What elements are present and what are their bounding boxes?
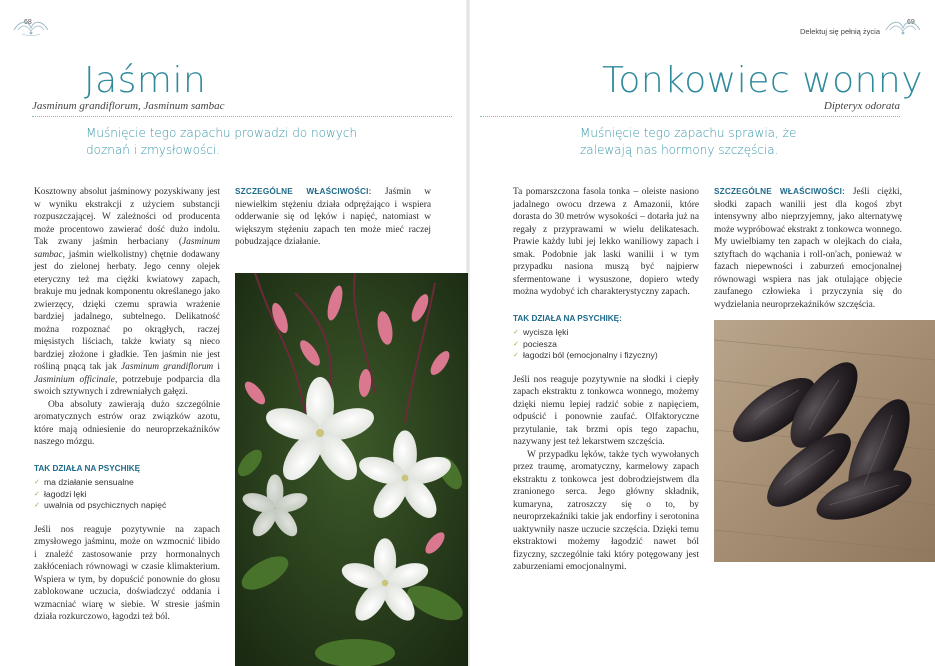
list-item: ✓ pociesza: [513, 339, 699, 351]
latin-name-tonka: Dipteryx odorata: [823, 100, 900, 112]
lead-text-jasmine: Muśnięcie tego zapachu prowadzi do nowych doznań i zmysłowości.: [86, 126, 358, 157]
page-number-right: 69: [907, 19, 915, 26]
list-item: ✓ wycisza lęki: [513, 327, 699, 339]
jasmine-flower-photo: [235, 273, 468, 666]
psyche-header: TAK DZIAŁA NA PSYCHIKĘ: [34, 463, 141, 473]
psyche-list: [34, 477, 220, 512]
lead-text-tonka: Muśnięcie tego zapachu sprawia, że zalewają nas hormony szczęścia.: [580, 126, 797, 157]
keyword-label: SZCZEGÓLNE WŁAŚCIWOŚCI:: [714, 187, 846, 196]
column-left-1: [34, 186, 220, 624]
dotted-divider: [480, 116, 900, 117]
running-head: Delektuj się pełnią życia: [799, 27, 880, 36]
psyche-list: [513, 327, 699, 362]
list-item: ✓ uwalnia od psychicznych napięć: [34, 500, 220, 512]
paragraph: Jeśli nos reaguje pozytywnie na słodki i ciepły zapach ekstraktu z tonkowca wonnego, możemy dzięki niemu lepiej radzić sobie z napięciem, odpuścić i ponownie zaufać. Olfaktoryczne przytulanie, tak brzmi opis tego zapachu, nazywany jest też lekarstwem szczęścia.: [513, 374, 699, 447]
paragraph: Jeśli nos reaguje pozytywnie na zapach zmysłowego jaśminu, może on wzmocnić libido i znaleźć zastosowanie przy hormonalnych zakłóceniach równowagi w czasie klimakterium. Wspiera w tym, by dopuścić ponownie do głosu zablokowane uczucia, doświadczyć oddania i wzmacniać wiarę w siebie. W stresie jaśmin działa rozkurczowo, łagodzi też ból.: [34, 524, 220, 622]
keyword-label: SZCZEGÓLNE WŁAŚCIWOŚCI:: [235, 187, 372, 196]
ornament-icon: [884, 18, 922, 38]
psyche-header: TAK DZIAŁA NA PSYCHIKĘ:: [513, 313, 622, 323]
paragraph: Oba absoluty zawierają dużo szczególnie aromatycznych estrów oraz związków azotu, które mają odniesienie do neuroprzekaźników naszego mózgu.: [34, 399, 220, 447]
column-left-2: [235, 186, 431, 249]
paragraph: Ta pomarszczona fasola tonka – oleiste nasiono jadalnego owocu drzewa z Amazonii, które dorasta do 30 metrów wysokości – dotarła już na regały z przyprawami w wielu delikatesach. Prawie każdy lubi jej lekko waniliowy zapach i smak. Podobnie jak laski wanilii i w tym przypadku nasiona muszą być najpierw sfermentowane i wysuszone, dopiero wtedy można wydobyć ich charakterystyczny zapach.: [513, 187, 699, 297]
page-number-left: 68: [24, 19, 32, 26]
page-title-jasmine: Jaśmin: [84, 60, 207, 101]
tonka-beans-photo: [714, 320, 935, 562]
column-right-2: [714, 186, 902, 311]
page-title-tonka: Tonkowiec wonny: [602, 60, 924, 101]
paragraph: Kosztowny absolut jaśminowy pozyskiwany jest w wyniku ekstrakcji z użyciem substancji rozpuszczającej. W zależności od producenta może procentowo zawierać dość dużo indolu. Tak zwany jaśmin herbaciany (Jasminum sambac, jaśmin wielkolistny) chętnie dodawany jest do zielonej herbaty. Jego cenny olejek eteryczny też ma ciężki kwiatowy zapach, brakuje mu jednak komponentu określanego jako zwierzęcy, dzięki czemu sprawia wrażenie bardziej jadalnego, subtelnego. Delikatność można rozpoznać po okrągłych, raczej mięsistych liściach, także kwiaty są nieco bardziej złożone i gładkie. Ten jaśmin nie jest rośliną pnącą tak jak Jasminum grandiflorum i Jasminium officinale, potrzebuje podparcia dla swoich sztywnych i zdrewniałych gałęzi.: [34, 187, 221, 397]
paragraph: W przypadku lęków, także tych wywołanych przez traumę, aromatyczny, karmelowy zapach ekstraktu z tonkowca jest dobrodziejstwem dla zranionego serca. Jego główny składnik, kumaryna, zatroszczy się o to, by neuroprzekaźniki takie jak endorfiny i serotonina uaktywniły nasze uczucie szczęścia. Dzięki temu ekstraktowi możemy łagodzić nawet ból fizyczny, szczególnie taki który potęgowany jest zaburzeniami emocjonalnymi.: [513, 449, 699, 572]
paragraph: SZCZEGÓLNE WŁAŚCIWOŚCI: Jaśmin w niewielkim stężeniu działa odprężająco i wspiera odderwanie się od lęków i napięć, natomiast w większym stężeniu zapach ten może mieć raczej pobudzające działanie.: [235, 187, 431, 247]
latin-name-jasmine: Jasminum grandiflorum, Jasminum sambac: [32, 100, 225, 112]
ornament-icon: [12, 18, 50, 38]
list-item: ✓ ma działanie sensualne: [34, 477, 220, 489]
paragraph: SZCZEGÓLNE WŁAŚCIWOŚCI: Jeśli ciężki, słodki zapach wanilii jest dla kogoś zbyt intensywny albo nieprzyjemny, jako alternatywę może wypróbować ekstrakt z tonkowca wonnego. My uwielbiamy ten zapach w olejkach do ciała, sztyftach do wąchania i roll-on'ach, ponieważ w fazach niepewności i zaburzeń emocjonalnej równowagi wspiera nas jak otulające objęcie zaufanego człowieka i przyczynia się do wydzielania neuroprzekaźników szczęścia.: [714, 187, 902, 310]
list-item: ✓ łagodzi lęki: [34, 489, 220, 501]
list-item: ✓ łagodzi ból (emocjonalny i fizyczny): [513, 350, 699, 362]
book-fold: [466, 0, 470, 666]
column-right-1: [513, 186, 699, 574]
dotted-divider: [32, 116, 452, 117]
